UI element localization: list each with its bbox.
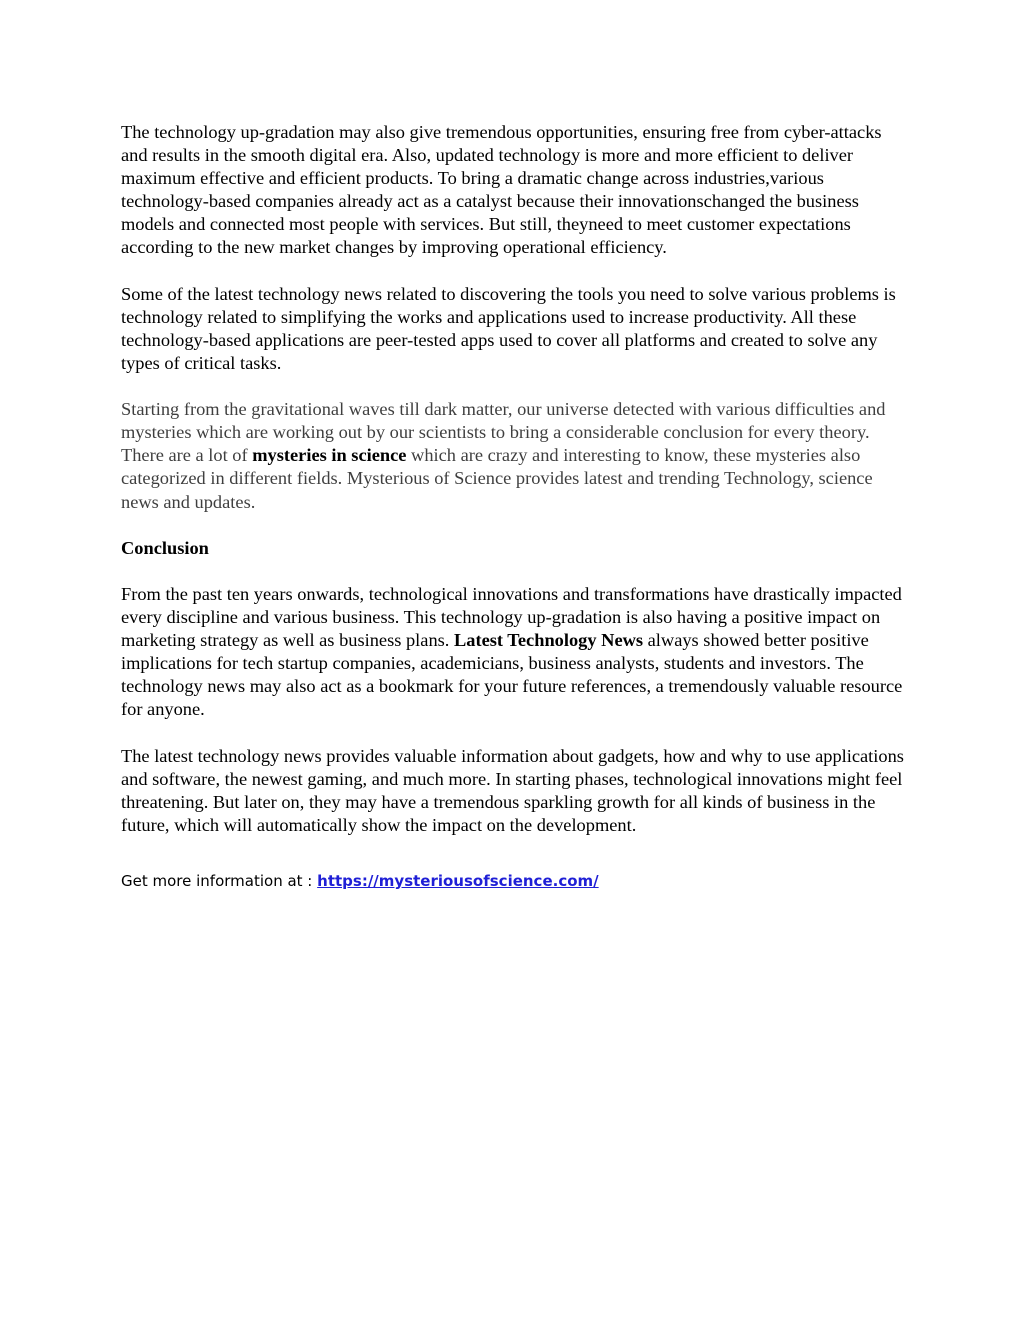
paragraph-conclusion-text-start: From the past ten years onwards, technological innovations and transformations have drastically impacted every discipline and various business. This technology up-gradation is also having a positive impact on marketing strategy as well as business plans. — [121, 583, 902, 651]
paragraph-mysteries-text-end: which are crazy and interesting to know, these mysteries also categorized in different fields. Mysterious of Science provides latest and trending Technology, science news and updates. — [121, 445, 873, 512]
document-page — [121, 121, 911, 891]
paragraph-gadgets-news: The latest technology news provides valuable information about gadgets, how and why to use applications and software, the newest gaming, and much more. In starting phases, technological innovations might feel threatening. But later on, they may have a tremendous sparkling growth for all kinds of business in the future, which will automatically show the impact on the development. — [121, 745, 904, 835]
paragraph-tech-upgradation: The technology up-gradation may also give tremendous opportunities, ensuring free from cyber-attacks and results in the smooth digital era. Also, updated technology is more and more efficient to deliver maximum effective and efficient products. To bring a dramatic change across industries,various technology-based companies already act as a catalyst because their innovationschanged the business models and connected most people with services. But still, theyneed to meet customer expectations according to the new market changes by improving operational efficiency. — [121, 122, 882, 258]
website-link[interactable]: https://mysteriousofscience.com/ — [317, 871, 599, 890]
paragraph-conclusion — [121, 583, 911, 722]
latest-technology-news-keyword: Latest Technology News — [454, 630, 644, 651]
paragraph-conclusion-text-end: always showed better positive implications for tech startup companies, academicians, business analysts, students and investors. The technology news may also act as a bookmark for your future references, a tremendously valuable resource for anyone. — [121, 630, 903, 720]
footer-label: Get more information at : — [121, 871, 318, 890]
paragraph-latest-tech-news: Some of the latest technology news related to discovering the tools you need to solve various problems is technology related to simplifying the works and applications used to increase productivity. All these technology-based applications are peer-tested apps used to cover all platforms and created to solve any types of critical tasks. — [121, 283, 896, 373]
conclusion-heading: Conclusion — [121, 537, 209, 558]
paragraph-mysteries — [121, 398, 911, 513]
paragraph-mysteries-text-start: Starting from the gravitational waves till dark matter, our universe detected with various difficulties and mysteries which are working out by our scientists to bring a considerable conclusion for every theory. There are a lot of — [121, 399, 886, 466]
mysteries-in-science-keyword: mysteries in science — [252, 445, 407, 466]
footer-more-info — [121, 871, 911, 891]
